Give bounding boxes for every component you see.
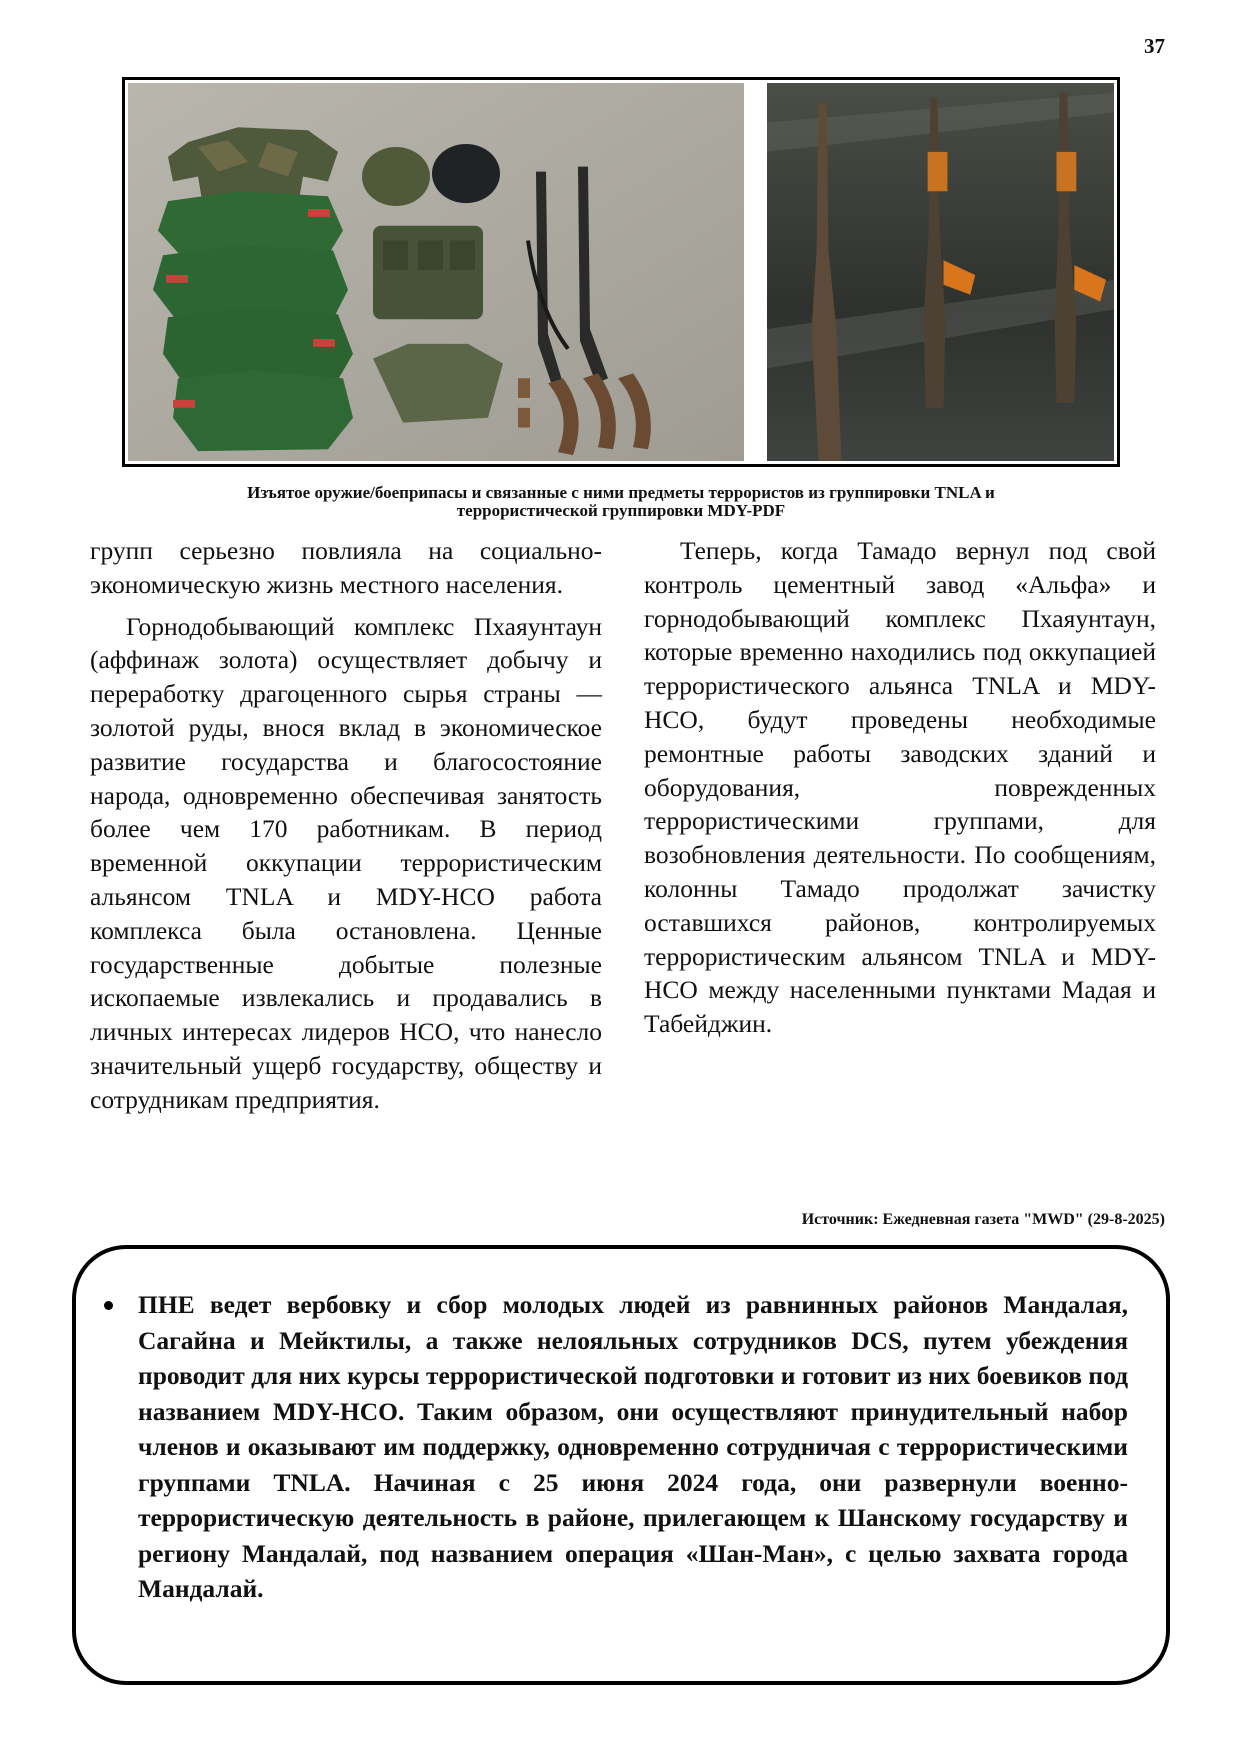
callout-box [72,1245,1170,1685]
callout-text: ПНЕ ведет вербовку и сбор молодых людей из равнинных районов Мандалая, Сагайна и Мейктилы, а также нелояльных сотрудников DCS, путем убеждения проводит для них курсы террористической подготовки и готовит из них боевиков под названием MDY-HCO. Таким образом, они осуществляют принудительный набор членов и оказывают им поддержку, одновременно сотрудничая с террористическими группами TNLA. Начиная с 25 июня 2024 года, они развернули военно-террористическую деятельность в районе, прилегающем к Шанскому государству и региону Мандалай, под названием операция «Шан-Ман», с целью захвата города Мандалай. [138,1290,1128,1603]
paragraph: групп серьезно повлияла на социально-экономическую жизнь местного населения. [90,536,602,599]
caption-line: террористической группировки MDY-PDF [456,501,786,520]
page-number: 37 [1144,34,1165,58]
left-column [90,534,602,1125]
bullet-icon [104,1301,113,1310]
source-note: Источник: Ежедневная газета "MWD" (29-8-2025) [801,1211,1165,1228]
photo-frame [122,77,1120,467]
paragraph: Теперь, когда Тамадо вернул под свой контроль цементный завод «Альфа» и горнодобывающий комплекс Пхаяунтаун, которые временно находились под оккупацией террористического альянса TNLA и MDY-HCO, будут проведены необходимые ремонтные работы заводских зданий и оборудования, поврежденных террористическими группами, для возобновления деятельности. По сообщениям, колонны Тамадо продолжат зачистку оставшихся районов, контролируемых террористическим альянсом TNLA и MDY-HCO между населенными пунктами Мадая и Табейджин. [644,536,1156,1039]
right-column [644,534,1156,1049]
seized-uniforms-helmets-rifles-photo [128,83,744,461]
caption-line: Изъятое оружие/боеприпасы и связанные с ними предметы террористов из группировки TNLA и [247,483,995,502]
seized-rifles-on-tarp-photo [767,83,1114,461]
paragraph: Горнодобывающий комплекс Пхаяунтаун (аффинаж золота) осуществляет добычу и переработку драгоценного сырья страны — золотой руды, внося вклад в экономическое развитие государства и благосостояние народа, одновременно обеспечивая занятость более чем 170 работникам. В период временной оккупации террористическим альянсом TNLA и MDY-HCO работа комплекса была остановлена. Ценные государственные добытые полезные ископаемые извлекались и продавались в личных интересах лидеров HCO, что нанесло значительный ущерб государству, обществу и сотрудникам предприятия. [90,611,602,1114]
photo-caption [122,484,1120,520]
